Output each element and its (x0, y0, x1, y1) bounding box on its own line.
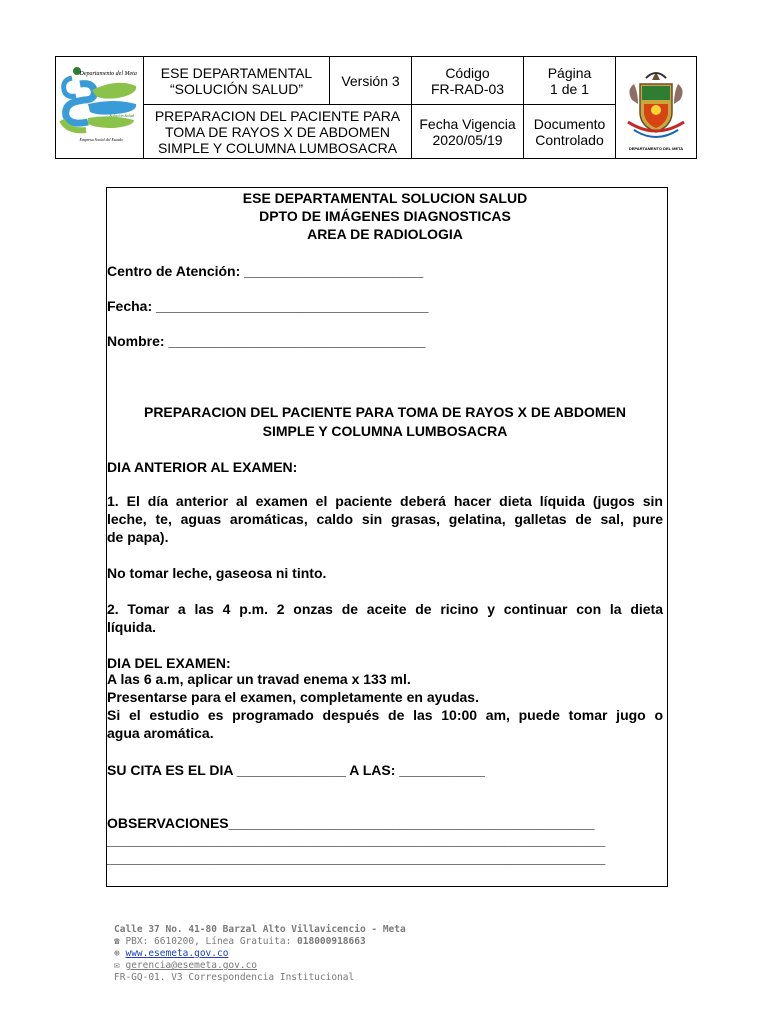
doc-title-line-1: PREPARACION DEL PACIENTE PARA (154, 107, 401, 124)
phone-prefix: ☎ PBX: 6610200, Línea Gratuita: (114, 936, 298, 947)
no-drinks-note: No tomar leche, gaseosa ni tinto. (107, 565, 327, 581)
website-link[interactable]: www.esemeta.gov.co (125, 948, 229, 959)
step1-line-3: de papa). (107, 529, 169, 545)
org-line-1: ESE DEPARTAMENTAL (160, 64, 313, 81)
exam-line-3: Si el estudio es programado después de las 10:00 am, puede tomar jugo o (107, 707, 663, 723)
page-value: 1 de 1 (550, 80, 589, 97)
step2-line-1: 2. Tomar a las 4 p.m. 2 onzas de aceite de ricino y continuar con la dieta (107, 601, 663, 617)
email-link[interactable]: gerencia@esemeta.gov.co (125, 960, 258, 971)
page-cell (524, 57, 616, 105)
observations-line-1[interactable]: ________________________________________________________________ (107, 832, 606, 848)
preparation-form (106, 187, 668, 887)
free-line-number: 018000918663 (297, 936, 366, 947)
step1-line-2: leche, te, aguas aromáticas, caldo sin grasas, gelatina, galletas de sal, pure (107, 511, 663, 527)
code-value: FR-RAD-03 (430, 80, 505, 97)
name-field[interactable]: Nombre: _________________________________ (107, 333, 426, 349)
code-label: Código (445, 64, 490, 81)
department-crest (616, 60, 696, 156)
observations-field[interactable]: OBSERVACIONES_______________________________________________ (107, 815, 595, 831)
document-header-table (55, 56, 697, 159)
footer-phone (114, 936, 406, 948)
validity-cell (412, 105, 524, 159)
prep-title-line-1: PREPARACION DEL PACIENTE PARA TOMA DE RAYOS X DE ABDOMEN (143, 404, 626, 420)
version-text: Versión 3 (341, 72, 400, 89)
page-footer (114, 924, 406, 984)
ese-logo-cell (56, 57, 144, 159)
footer-email (114, 960, 406, 972)
prep-title-line-2: SIMPLE Y COLUMNA LUMBOSACRA (262, 423, 508, 439)
exam-line-4: agua aromática. (107, 725, 214, 741)
observations-line-2[interactable]: ________________________________________________________________ (107, 850, 606, 866)
form-heading-2: DPTO DE IMÁGENES DIAGNOSTICAS (259, 208, 511, 224)
logo-text-script: Solución Salud (109, 112, 134, 118)
step1-line-1: 1. El día anterior al examen el paciente deberá hacer dieta líquida (jugos sin (107, 493, 663, 509)
ese-logo (58, 60, 142, 156)
org-name-cell (144, 57, 330, 105)
version-cell (330, 57, 412, 105)
exam-day-heading: DIA DEL EXAMEN: (107, 655, 231, 671)
doc-title-line-3: SIMPLE Y COLUMNA LUMBOSACRA (157, 139, 398, 156)
footer-form-code: FR-GQ-01. V3 Correspondencia Institucional (114, 972, 355, 983)
doc-status-line-2: Controlado (535, 131, 604, 148)
footer-web (114, 948, 406, 960)
code-cell (412, 57, 524, 105)
date-field[interactable]: Fecha: ___________________________________ (107, 298, 429, 314)
mail-icon: ✉ (114, 960, 120, 971)
step2-line-2: líquida. (107, 619, 156, 635)
validity-date: 2020/05/19 (432, 131, 503, 148)
doc-status-line-1: Documento (533, 115, 606, 132)
exam-line-1: A las 6 a.m, aplicar un travad enema x 133 ml. (107, 671, 411, 687)
doc-title-line-2: TOMA DE RAYOS X DE ABDOMEN (164, 123, 391, 140)
appointment-field[interactable]: SU CITA ES EL DIA ______________ A LAS: ___________ (107, 762, 485, 778)
validity-label: Fecha Vigencia (419, 115, 516, 132)
exam-line-2: Presentarse para el examen, completamente en ayudas. (107, 689, 479, 705)
page-label: Página (547, 64, 592, 81)
org-line-2: “SOLUCIÓN SALUD” (169, 80, 304, 97)
footer-address: Calle 37 No. 41-80 Barzal Alto Villavicencio - Meta (114, 924, 406, 935)
center-field[interactable]: Centro de Atención: _______________________ (107, 263, 424, 279)
logo-text-small: Empresa Social del Estado (79, 136, 123, 142)
globe-icon: ⊛ (114, 948, 120, 959)
crest-cell (616, 57, 697, 159)
doc-title-cell (144, 105, 412, 159)
logo-text-department: Departamento del Meta (79, 70, 137, 77)
form-heading-3: AREA DE RADIOLOGIA (307, 226, 463, 242)
form-heading-1: ESE DEPARTAMENTAL SOLUCION SALUD (242, 190, 528, 206)
day-before-heading: DIA ANTERIOR AL EXAMEN: (107, 459, 298, 475)
doc-status-cell (524, 105, 616, 159)
crest-caption: DEPARTAMENTO DEL META (628, 145, 684, 151)
